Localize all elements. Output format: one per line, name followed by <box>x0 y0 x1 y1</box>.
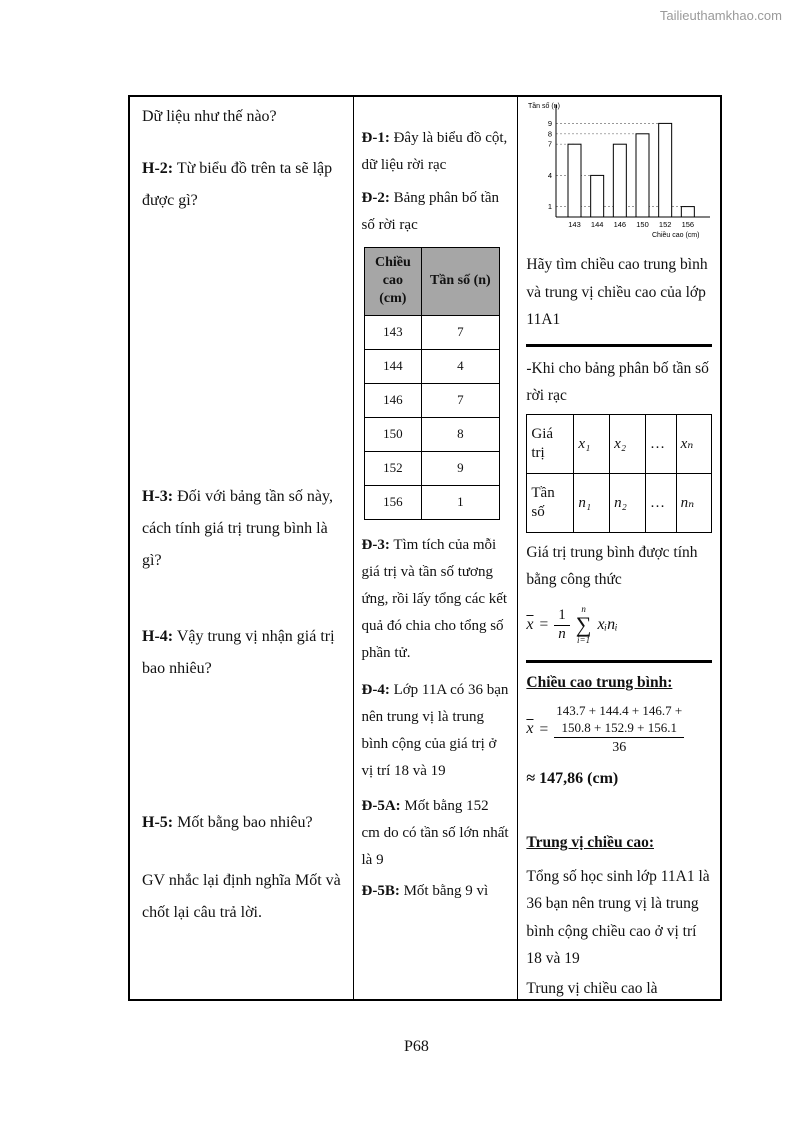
svg-text:156: 156 <box>681 220 695 229</box>
table-row <box>364 451 499 485</box>
section-divider <box>526 660 712 663</box>
note-discrete-table: -Khi cho bảng phân bố tần số rời rạc <box>526 359 709 405</box>
freq-value: 7 <box>422 383 499 417</box>
question-h4-label: H-4: <box>142 628 174 645</box>
svg-text:8: 8 <box>548 129 553 139</box>
answer-d1 <box>362 125 510 179</box>
mean-fraction-numerator <box>554 702 684 738</box>
question-h5 <box>142 807 343 839</box>
watermark: Tailieuthamkhao.com <box>659 8 782 23</box>
sigma-operator: ∑ <box>575 612 592 638</box>
bar-chart-svg <box>526 99 714 245</box>
mean-fraction-denominator: 36 <box>612 739 627 755</box>
answer-d2-label: Đ-2: <box>361 190 390 206</box>
teacher-questions-column <box>130 97 353 999</box>
dist-xn: xₙ <box>676 414 712 473</box>
freq-value: 8 <box>422 417 499 451</box>
mean-fraction <box>554 702 684 758</box>
answer-d2 <box>362 185 510 239</box>
svg-text:4: 4 <box>548 170 553 180</box>
svg-text:146: 146 <box>613 220 627 229</box>
question-h5-text: Mốt bằng bao nhiêu? <box>177 814 313 831</box>
median-conclusion-lead: Trung vị chiều cao là <box>526 979 658 997</box>
table-row <box>364 485 499 519</box>
dist-x2: x₂ <box>610 414 646 473</box>
answer-d5a <box>362 793 510 874</box>
freq-value: 1 <box>422 485 499 519</box>
frequency-table-header-row <box>364 248 499 316</box>
mean-formula-intro: Giá trị trung bình được tính bằng công thức <box>526 543 698 589</box>
dist-ellipsis: … <box>645 473 676 532</box>
answer-d5b-label: Đ-5B: <box>361 882 400 899</box>
distribution-values-row <box>527 414 712 473</box>
answer-d4-label: Đ-4: <box>361 681 390 698</box>
board-content-column <box>517 97 720 999</box>
question-intro: Dữ liệu như thế nào? <box>142 108 277 125</box>
svg-text:1: 1 <box>548 202 553 212</box>
section-divider <box>526 344 712 347</box>
summation-lower-limit: i=1 <box>577 635 591 646</box>
question-h4 <box>142 621 343 685</box>
dist-x1: x₁ <box>574 414 610 473</box>
fraction-denominator: n <box>558 625 566 642</box>
equals-sign: = <box>539 720 549 738</box>
freq-value: 4 <box>422 349 499 383</box>
answer-d1-text: Đây là biểu đồ cột, dữ liệu rời rạc <box>361 130 508 173</box>
lesson-plan-table <box>128 95 722 1001</box>
dist-n1: n₁ <box>574 473 610 532</box>
summand-term: xᵢnᵢ <box>597 615 618 633</box>
svg-text:9: 9 <box>548 118 553 128</box>
svg-text:Tần số (n): Tần số (n) <box>528 103 561 110</box>
question-h3 <box>142 481 343 577</box>
page-number: P68 <box>404 1038 429 1055</box>
median-section-heading: Trung vị chiều cao: <box>526 834 654 852</box>
freq-value: 9 <box>422 451 499 485</box>
answer-d2-text: Bảng phân bố tần số rời rạc <box>361 190 499 233</box>
answer-d1-label: Đ-1: <box>361 130 390 146</box>
question-h3-text: Đối với bảng tần số này, cách tính giá trị trung bình là gì? <box>142 488 333 569</box>
dist-ellipsis: … <box>645 414 676 473</box>
height-value: 152 <box>364 451 422 485</box>
answer-d3-label: Đ-3: <box>361 536 390 553</box>
summation-symbol <box>576 605 592 645</box>
question-h2-text: Từ biểu đồ trên ta sẽ lập được gì? <box>142 160 333 209</box>
median-explanation: Tổng số học sinh lớp 11A1 là 36 bạn nên trung vị là trung bình cộng chiều cao ở vị trí 18 và 19 <box>526 867 710 968</box>
height-value: 144 <box>364 349 422 383</box>
question-h5-label: H-5: <box>142 814 174 831</box>
teacher-note: GV nhắc lại định nghĩa Mốt và chốt lại câu trả lời. <box>142 872 341 921</box>
mean-result: ≈ 147,86 (cm) <box>526 769 619 787</box>
question-h3-label: H-3: <box>142 488 174 505</box>
height-value: 146 <box>364 383 422 417</box>
height-value: 156 <box>364 485 422 519</box>
svg-text:143: 143 <box>568 220 582 229</box>
x-bar-symbol: $\overline{x}$ <box>526 720 534 738</box>
table-row <box>364 315 499 349</box>
dist-n2: n₂ <box>610 473 646 532</box>
dist-label-freq: Tần số <box>527 473 574 532</box>
answer-d5b-text: Mốt bằng 9 vì <box>403 882 489 899</box>
svg-text:7: 7 <box>548 139 553 149</box>
task-prompt: Hãy tìm chiều cao trung bình và trung vị chiều cao của lớp 11A1 <box>526 256 708 329</box>
numerator-line-2: 150.8 + 152.9 + 156.1 <box>561 720 677 736</box>
freq-value: 7 <box>422 315 499 349</box>
answer-d4-text: Lớp 11A có 36 bạn nên trung vị là trung bình cộng của giá trị ở vị trí 18 và 19 <box>361 681 509 779</box>
student-answers-column <box>353 97 518 999</box>
answer-d4 <box>362 677 510 785</box>
frequency-table <box>364 247 500 520</box>
distribution-freq-row <box>527 473 712 532</box>
svg-text:152: 152 <box>659 220 672 229</box>
equals-sign: = <box>539 616 549 634</box>
table-row <box>364 417 499 451</box>
height-value: 150 <box>364 417 422 451</box>
question-h2 <box>142 153 343 217</box>
question-h4-text: Vậy trung vị nhận giá trị bao nhiêu? <box>142 628 335 677</box>
answer-d5a-label: Đ-5A: <box>361 797 401 814</box>
distribution-table <box>526 414 712 533</box>
svg-text:Chiều cao (cm): Chiều cao (cm) <box>652 232 700 239</box>
x-bar-symbol: $\overline{x}$ <box>526 615 534 633</box>
question-h2-label: H-2: <box>142 160 174 177</box>
height-value: 143 <box>364 315 422 349</box>
mean-section-heading: Chiều cao trung bình: <box>526 674 673 692</box>
svg-text:144: 144 <box>591 220 604 229</box>
dist-nn: nₙ <box>676 473 712 532</box>
one-over-n-fraction <box>554 607 570 643</box>
table-row <box>364 349 499 383</box>
table-row <box>364 383 499 417</box>
answer-d3 <box>362 532 510 667</box>
svg-text:150: 150 <box>636 220 650 229</box>
fraction-numerator: 1 <box>554 607 570 625</box>
summation-upper-limit: n <box>581 604 586 615</box>
height-frequency-bar-chart <box>526 99 712 245</box>
answer-d5b <box>362 878 510 905</box>
mean-formula <box>526 598 712 652</box>
numerator-line-1: 143.7 + 144.4 + 146.7 + <box>556 702 683 718</box>
dist-label-value: Giá trị <box>527 414 574 473</box>
answer-d5a-text: Mốt bằng 152 cm do có tần số lớn nhất là 9 <box>361 797 509 868</box>
frequency-table-header-height: Chiều cao (cm) <box>364 248 422 316</box>
mean-calculation <box>526 701 712 759</box>
answer-d3-text: Tìm tích của mỗi giá trị và tần số tương ứng, rồi lấy tổng các kết quả đó chia cho tổng số phần tử. <box>361 536 508 661</box>
frequency-table-header-freq: Tần số (n) <box>422 248 499 316</box>
